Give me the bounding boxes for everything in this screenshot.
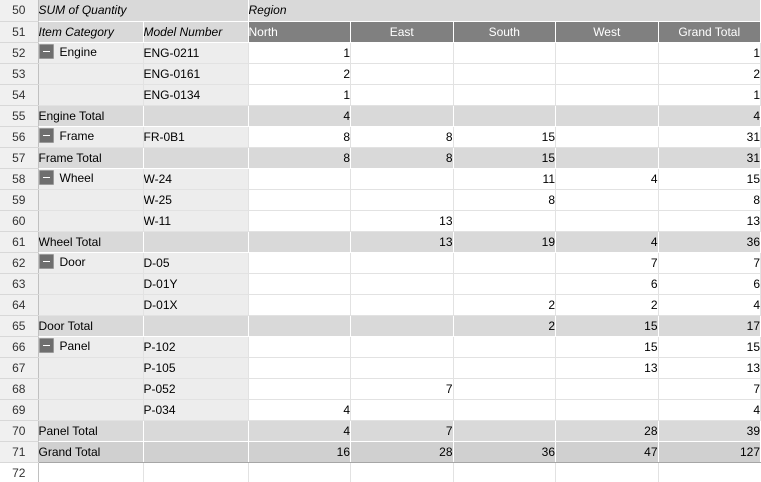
cell-empty[interactable] (38, 462, 143, 482)
table-row (0, 231, 761, 252)
cell-grand-total[interactable]: 4 (658, 105, 761, 126)
cell-item-category[interactable] (38, 63, 143, 84)
item-category-label: Wheel Total (38, 234, 101, 249)
column-header-north[interactable]: North (248, 21, 351, 42)
cell-grand-total[interactable]: 15 (658, 336, 761, 357)
item-category-label: Door (59, 254, 86, 269)
cell-grand-total[interactable]: 13 (658, 357, 761, 378)
cell-model-number[interactable]: ENG-0134 (143, 84, 248, 105)
cell-model-number[interactable] (143, 420, 248, 441)
minus-icon (43, 177, 50, 178)
cell-east[interactable]: 28 (351, 441, 454, 462)
cell-east[interactable] (351, 42, 454, 63)
cell-item-category[interactable] (38, 315, 143, 336)
row-header[interactable]: 53 (0, 63, 38, 84)
cell-east[interactable] (351, 252, 454, 273)
cell-item-category[interactable] (38, 273, 143, 294)
pivot-column-field-label: Region (248, 0, 761, 21)
cell-grand-total[interactable]: 1 (658, 42, 761, 63)
table-row (0, 336, 761, 357)
item-category-label: Engine Total (38, 108, 105, 123)
cell-south[interactable]: 11 (453, 168, 556, 189)
item-category-label: Wheel (59, 170, 94, 185)
cell-model-number[interactable] (143, 441, 248, 462)
table-row (0, 273, 761, 294)
cell-west[interactable]: 6 (556, 273, 659, 294)
cell-west[interactable]: 4 (556, 168, 659, 189)
cell-east[interactable]: 8 (351, 126, 454, 147)
row-header[interactable]: 56 (0, 126, 38, 147)
item-category-label: Door Total (38, 318, 93, 333)
row-header[interactable]: 62 (0, 252, 38, 273)
cell-west[interactable]: 13 (556, 357, 659, 378)
table-row (0, 420, 761, 441)
cell-item-category[interactable] (38, 231, 143, 252)
cell-north[interactable]: 2 (248, 63, 351, 84)
row-header[interactable]: 59 (0, 189, 38, 210)
cell-item-category[interactable] (38, 252, 143, 273)
cell-north[interactable] (248, 294, 351, 315)
table-row (0, 210, 761, 231)
cell-grand-total[interactable]: 13 (658, 210, 761, 231)
pivot-value-field-label: SUM of Quantity (38, 0, 248, 21)
grid-row (0, 21, 761, 42)
row-header[interactable]: 50 (0, 0, 38, 21)
cell-grand-total[interactable]: 6 (658, 273, 761, 294)
column-header-item-category[interactable]: Item Category (38, 21, 143, 42)
cell-west[interactable] (556, 147, 659, 168)
cell-model-number[interactable] (143, 147, 248, 168)
row-header[interactable]: 72 (0, 462, 38, 482)
row-header[interactable]: 60 (0, 210, 38, 231)
cell-model-number[interactable]: D-01Y (143, 273, 248, 294)
column-header-west[interactable]: West (556, 21, 659, 42)
cell-north[interactable]: 8 (248, 126, 351, 147)
cell-north[interactable]: 8 (248, 147, 351, 168)
cell-south[interactable]: 2 (453, 315, 556, 336)
cell-south[interactable] (453, 357, 556, 378)
cell-west[interactable] (556, 126, 659, 147)
cell-south[interactable]: 19 (453, 231, 556, 252)
column-header-east[interactable]: East (351, 21, 454, 42)
row-header[interactable]: 66 (0, 336, 38, 357)
cell-model-number[interactable]: P-105 (143, 357, 248, 378)
cell-item-category[interactable] (38, 210, 143, 231)
cell-south[interactable] (453, 273, 556, 294)
table-row (0, 399, 761, 420)
table-row (0, 189, 761, 210)
cell-north[interactable] (248, 210, 351, 231)
collapse-group-button[interactable] (39, 170, 54, 185)
row-header[interactable]: 55 (0, 105, 38, 126)
cell-grand-total[interactable]: 7 (658, 378, 761, 399)
cell-north[interactable]: 4 (248, 105, 351, 126)
cell-model-number[interactable] (143, 231, 248, 252)
cell-east[interactable] (351, 84, 454, 105)
cell-north[interactable] (248, 315, 351, 336)
cell-east[interactable]: 13 (351, 231, 454, 252)
cell-model-number[interactable] (143, 315, 248, 336)
row-header[interactable]: 52 (0, 42, 38, 63)
cell-item-category[interactable] (38, 168, 143, 189)
cell-east[interactable] (351, 315, 454, 336)
cell-east[interactable] (351, 294, 454, 315)
cell-item-category[interactable] (38, 378, 143, 399)
table-row (0, 315, 761, 336)
cell-west[interactable] (556, 210, 659, 231)
cell-grand-total[interactable]: 31 (658, 147, 761, 168)
cell-model-number[interactable]: D-01X (143, 294, 248, 315)
cell-item-category[interactable] (38, 42, 143, 63)
item-category-label: Grand Total (38, 444, 101, 459)
cell-south[interactable]: 8 (453, 189, 556, 210)
cell-south[interactable] (453, 336, 556, 357)
row-header[interactable]: 51 (0, 21, 38, 42)
table-row (0, 378, 761, 399)
cell-west[interactable]: 15 (556, 336, 659, 357)
cell-east[interactable] (351, 357, 454, 378)
row-header[interactable]: 70 (0, 420, 38, 441)
cell-west[interactable] (556, 399, 659, 420)
cell-west[interactable] (556, 42, 659, 63)
cell-item-category[interactable] (38, 357, 143, 378)
cell-grand-total[interactable]: 4 (658, 399, 761, 420)
grid-row (0, 0, 761, 21)
cell-model-number[interactable]: W-25 (143, 189, 248, 210)
cell-north[interactable] (248, 357, 351, 378)
cell-south[interactable] (453, 252, 556, 273)
cell-south[interactable] (453, 399, 556, 420)
item-category-label: Panel Total (38, 423, 98, 438)
cell-grand-total[interactable]: 31 (658, 126, 761, 147)
collapse-group-button[interactable] (39, 254, 54, 269)
column-header-south[interactable]: South (453, 21, 556, 42)
cell-item-category[interactable] (38, 294, 143, 315)
cell-grand-total[interactable]: 1 (658, 84, 761, 105)
row-header[interactable]: 61 (0, 231, 38, 252)
row-header[interactable]: 69 (0, 399, 38, 420)
cell-item-category[interactable] (38, 126, 143, 147)
item-category-label: Panel (59, 338, 91, 353)
cell-north[interactable] (248, 189, 351, 210)
cell-north[interactable] (248, 231, 351, 252)
cell-south[interactable] (453, 63, 556, 84)
cell-west[interactable]: 47 (556, 441, 659, 462)
cell-east[interactable]: 7 (351, 378, 454, 399)
cell-south[interactable]: 36 (453, 441, 556, 462)
cell-model-number[interactable]: W-24 (143, 168, 248, 189)
cell-east[interactable] (351, 189, 454, 210)
cell-grand-total[interactable]: 39 (658, 420, 761, 441)
cell-item-category[interactable] (38, 441, 143, 462)
row-header[interactable]: 58 (0, 168, 38, 189)
cell-empty[interactable] (453, 462, 556, 482)
cell-east[interactable] (351, 105, 454, 126)
minus-icon (43, 51, 50, 52)
cell-grand-total[interactable]: 8 (658, 189, 761, 210)
cell-north[interactable]: 16 (248, 441, 351, 462)
table-row (0, 84, 761, 105)
cell-model-number[interactable]: ENG-0211 (143, 42, 248, 63)
item-category-label: Engine (59, 44, 97, 59)
cell-model-number[interactable]: W-11 (143, 210, 248, 231)
cell-model-number[interactable]: ENG-0161 (143, 63, 248, 84)
minus-icon (43, 135, 50, 136)
cell-grand-total[interactable]: 4 (658, 294, 761, 315)
table-row (0, 42, 761, 63)
cell-west[interactable]: 7 (556, 252, 659, 273)
collapse-group-button[interactable] (39, 338, 54, 353)
cell-item-category[interactable] (38, 189, 143, 210)
cell-north[interactable] (248, 378, 351, 399)
cell-west[interactable] (556, 105, 659, 126)
cell-empty[interactable] (351, 462, 454, 482)
cell-north[interactable] (248, 273, 351, 294)
item-category-label: Frame Total (38, 150, 102, 165)
cell-item-category[interactable] (38, 399, 143, 420)
cell-south[interactable] (453, 210, 556, 231)
minus-icon (43, 345, 50, 346)
cell-grand-total[interactable]: 2 (658, 63, 761, 84)
cell-west[interactable]: 15 (556, 315, 659, 336)
cell-north[interactable] (248, 336, 351, 357)
cell-west[interactable] (556, 63, 659, 84)
cell-west[interactable]: 4 (556, 231, 659, 252)
cell-east[interactable] (351, 273, 454, 294)
cell-empty[interactable] (248, 462, 351, 482)
table-row (0, 147, 761, 168)
grid-row (0, 462, 761, 482)
cell-grand-total[interactable]: 15 (658, 168, 761, 189)
cell-east[interactable] (351, 399, 454, 420)
cell-west[interactable]: 2 (556, 294, 659, 315)
row-header[interactable]: 63 (0, 273, 38, 294)
cell-west[interactable] (556, 84, 659, 105)
table-row (0, 252, 761, 273)
cell-south[interactable] (453, 42, 556, 63)
row-header[interactable]: 64 (0, 294, 38, 315)
cell-south[interactable]: 15 (453, 147, 556, 168)
cell-grand-total[interactable]: 36 (658, 231, 761, 252)
cell-grand-total[interactable]: 7 (658, 252, 761, 273)
column-header-model-number[interactable]: Model Number (143, 21, 248, 42)
cell-empty[interactable] (143, 462, 248, 482)
cell-north[interactable] (248, 252, 351, 273)
row-header[interactable]: 68 (0, 378, 38, 399)
cell-east[interactable]: 8 (351, 147, 454, 168)
row-header[interactable]: 65 (0, 315, 38, 336)
row-header[interactable]: 54 (0, 84, 38, 105)
collapse-group-button[interactable] (39, 128, 54, 143)
cell-east[interactable] (351, 336, 454, 357)
cell-south[interactable]: 15 (453, 126, 556, 147)
cell-item-category[interactable] (38, 84, 143, 105)
cell-north[interactable]: 1 (248, 84, 351, 105)
cell-north[interactable]: 1 (248, 42, 351, 63)
cell-west[interactable]: 28 (556, 420, 659, 441)
table-row (0, 357, 761, 378)
row-header[interactable]: 57 (0, 147, 38, 168)
collapse-group-button[interactable] (39, 44, 54, 59)
cell-grand-total[interactable]: 17 (658, 315, 761, 336)
cell-grand-total[interactable]: 127 (658, 441, 761, 462)
cell-item-category[interactable] (38, 336, 143, 357)
cell-west[interactable] (556, 378, 659, 399)
cell-east[interactable]: 13 (351, 210, 454, 231)
cell-item-category[interactable] (38, 147, 143, 168)
table-row (0, 126, 761, 147)
table-row (0, 63, 761, 84)
cell-south[interactable] (453, 105, 556, 126)
cell-west[interactable] (556, 189, 659, 210)
cell-north[interactable] (248, 168, 351, 189)
cell-south[interactable]: 2 (453, 294, 556, 315)
cell-empty[interactable] (556, 462, 659, 482)
table-row (0, 294, 761, 315)
column-header-grand-total[interactable]: Grand Total (658, 21, 761, 42)
cell-model-number[interactable]: D-05 (143, 252, 248, 273)
cell-south[interactable] (453, 84, 556, 105)
table-row (0, 441, 761, 462)
cell-item-category[interactable] (38, 420, 143, 441)
table-row (0, 105, 761, 126)
cell-model-number[interactable]: FR-0B1 (143, 126, 248, 147)
minus-icon (43, 261, 50, 262)
cell-model-number[interactable]: P-052 (143, 378, 248, 399)
table-row (0, 168, 761, 189)
cell-south[interactable] (453, 378, 556, 399)
cell-east[interactable] (351, 168, 454, 189)
cell-model-number[interactable]: P-034 (143, 399, 248, 420)
cell-south[interactable] (453, 420, 556, 441)
cell-north[interactable]: 4 (248, 399, 351, 420)
item-category-label: Frame (59, 128, 95, 143)
row-header[interactable]: 71 (0, 441, 38, 462)
row-header[interactable]: 67 (0, 357, 38, 378)
cell-model-number[interactable]: P-102 (143, 336, 248, 357)
cell-item-category[interactable] (38, 105, 143, 126)
cell-east[interactable]: 7 (351, 420, 454, 441)
cell-east[interactable] (351, 63, 454, 84)
cell-north[interactable]: 4 (248, 420, 351, 441)
cell-model-number[interactable] (143, 105, 248, 126)
